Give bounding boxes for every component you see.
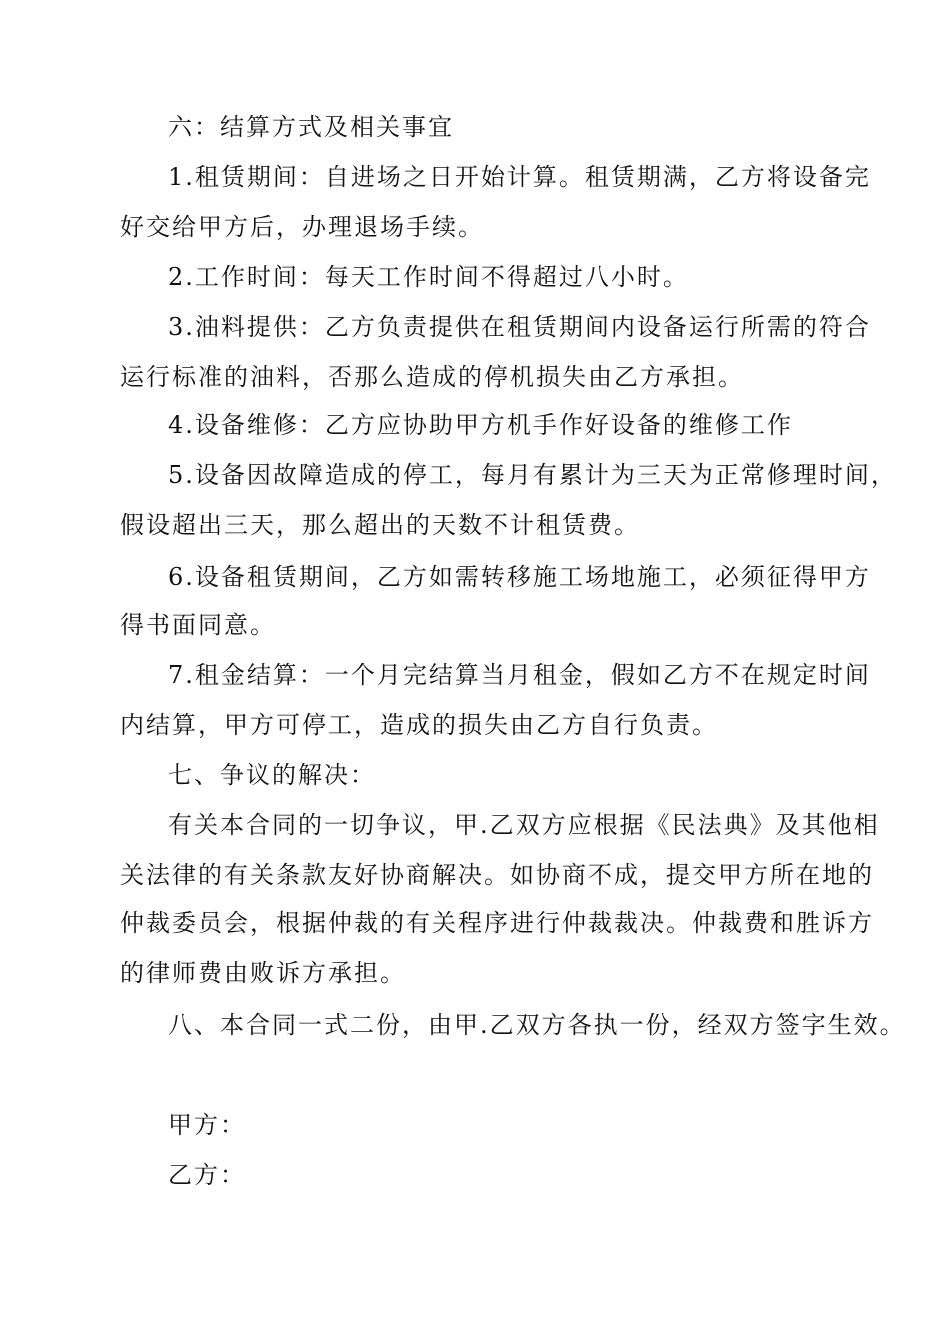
dispute-line-4: 的律师费由败诉方承担。 [120,959,406,987]
clause-7-line-2: 内结算，甲方可停工，造成的损失由乙方自行负责。 [120,711,718,739]
section-7-heading: 七、争议的解决： [168,761,376,789]
clause-6-line-2: 得书面同意。 [120,611,276,639]
dispute-line-2: 关法律的有关条款友好协商解决。如协商不成，提交甲方所在地的 [120,861,874,889]
clause-5-line-2: 假设超出三天，那么超出的天数不计租赁费。 [120,511,640,539]
clause-3-line-2: 运行标准的油料，否那么造成的停机损失由乙方承担。 [120,363,744,391]
section-6-heading: 六：结算方式及相关事宜 [168,113,454,141]
dispute-line-1: 有关本合同的一切争议，甲.乙双方应根据《民法典》及其他相 [168,811,880,839]
party-b-label: 乙方： [168,1161,246,1189]
section-8-line-1: 八、本合同一式二份，由甲.乙双方各执一份，经双方签字生效。 [168,1011,906,1039]
clause-3-line-1: 3.油料提供：乙方负责提供在租赁期间内设备运行所需的符合 [168,313,871,341]
clause-2-line-1: 2.工作时间：每天工作时间不得超过八小时。 [168,263,689,291]
dispute-line-3: 仲裁委员会，根据仲裁的有关程序进行仲裁裁决。仲裁费和胜诉方 [120,909,874,937]
clause-6-line-1: 6.设备租赁期间，乙方如需转移施工场地施工，必须征得甲方 [168,563,871,591]
clause-1-line-2: 好交给甲方后，办理退场手续。 [120,213,484,241]
clause-1-line-1: 1.租赁期间：自进场之日开始计算。租赁期满，乙方将设备完 [168,163,871,191]
clause-7-line-1: 7.租金结算：一个月完结算当月租金，假如乙方不在规定时间 [168,661,871,689]
clause-5-line-1: 5.设备因故障造成的停工，每月有累计为三天为正常修理时间， [168,461,897,489]
clause-4-line-1: 4.设备维修：乙方应协助甲方机手作好设备的维修工作 [168,411,793,439]
party-a-label: 甲方： [168,1111,246,1139]
